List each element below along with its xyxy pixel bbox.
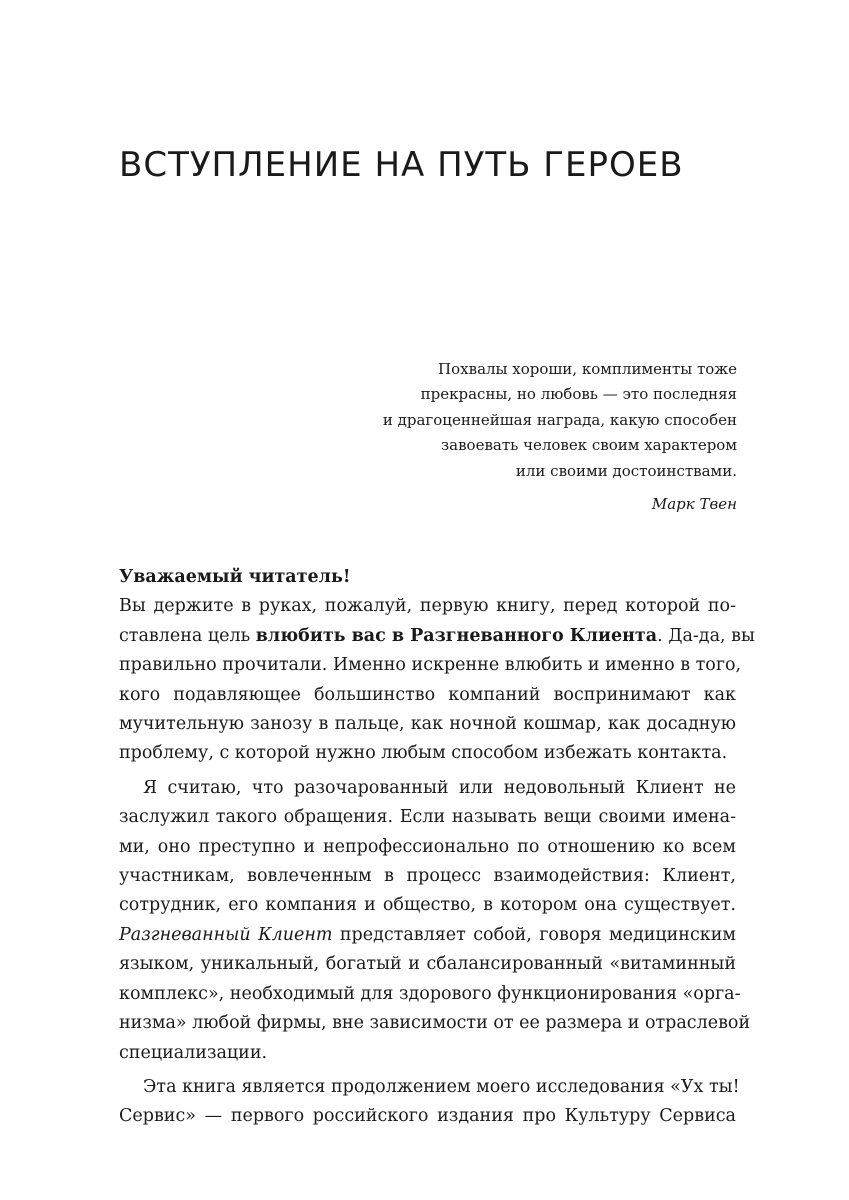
text-run: . Да-да, вы <box>657 625 755 646</box>
text-line: специализации. <box>119 1042 268 1063</box>
text-line <box>119 921 736 950</box>
epigraph-line: или своими достоинствами. <box>515 461 737 480</box>
text-line: языком, уникальный, богатый и сбалансированный «витаминный <box>119 954 736 975</box>
text-line: кого подавляющее большинство компаний воспринимают как <box>119 684 736 705</box>
epigraph-line: и драгоценнейшая награда, какую способен <box>382 410 737 429</box>
epigraph-author: Марк Твен <box>651 495 737 514</box>
text-line: участникам, вовлеченным в процесс взаимодействия: Клиент, <box>119 866 736 887</box>
emphasis-italic: Разгневанный Клиент <box>119 924 333 945</box>
paragraph-1 <box>119 592 755 768</box>
text-line: ми, оно преступно и непрофессионально по отношению ко всем <box>119 836 736 857</box>
text-line: Вы держите в руках, пожалуй, первую книгу, перед которой по- <box>119 596 736 617</box>
text-line: проблему, с которой нужно любым способом избежать контакта. <box>119 743 728 764</box>
epigraph <box>317 357 737 517</box>
text-line: правильно прочитали. Именно искренне влюбить и именно в того, <box>119 655 742 676</box>
text-line: сотрудник, его компания и общество, в котором она существует. <box>119 895 736 916</box>
text-run: ставлена цель <box>119 625 256 646</box>
text-line: комплекс», необходимый для здорового функционирования «орга- <box>119 983 741 1004</box>
greeting: Уважаемый читатель! <box>119 567 351 587</box>
text-line: мучительную занозу в пальце, как ночной кошмар, как досадную <box>119 714 736 735</box>
epigraph-line: завоевать человек своим характером <box>440 436 737 455</box>
chapter-title: ВСТУПЛЕНИЕ НА ПУТЬ ГЕРОЕВ <box>119 145 684 185</box>
text-line: Я считаю, что разочарованный или недовольный Клиент не <box>143 777 736 798</box>
text-line: Сервис» — первого российского издания про Культуру Сервиса <box>119 1106 736 1127</box>
epigraph-line: Похвалы хороши, комплименты тоже <box>438 360 737 378</box>
emphasis-bold: влюбить вас в Разгневанного Клиента <box>255 625 658 646</box>
text-line: заслужил такого обращения. Если называть вещи своими имена- <box>119 807 736 828</box>
text-line: низма» любой фирмы, вне зависимости от ее размера и отраслевой <box>119 1013 751 1034</box>
text-line: Эта книга является продолжением моего исследования «Ух ты! <box>143 1076 740 1097</box>
text-run: представляет собой, говоря медицинским <box>332 924 736 945</box>
paragraph-3 <box>119 1073 740 1132</box>
paragraph-2 <box>119 774 751 1068</box>
text-line <box>119 622 755 651</box>
body-text <box>119 563 755 1132</box>
epigraph-line: прекрасны, но любовь — это последняя <box>420 385 737 404</box>
